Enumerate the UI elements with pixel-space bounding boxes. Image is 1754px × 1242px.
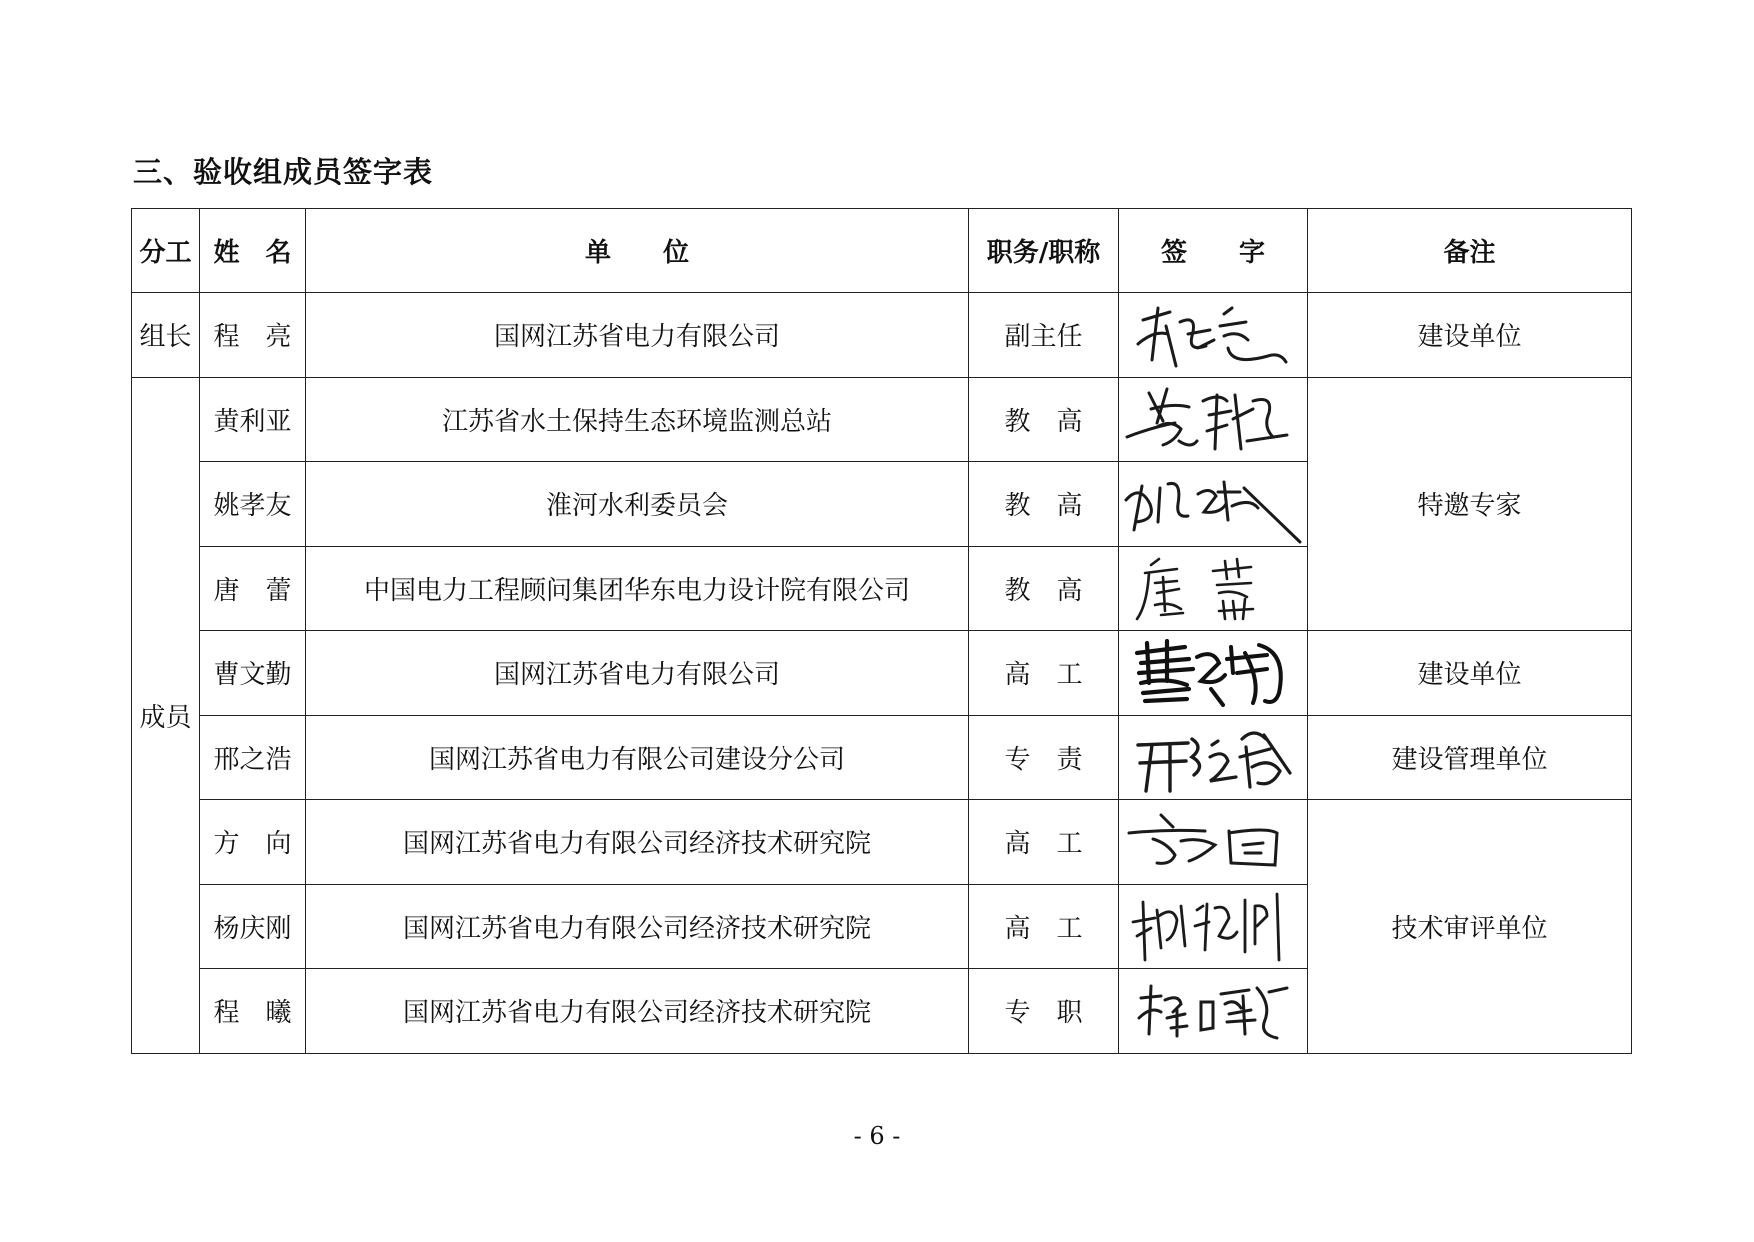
header-signature: 签 字 bbox=[1119, 209, 1308, 293]
member-unit: 国网江苏省电力有限公司建设分公司 bbox=[306, 715, 969, 800]
member-title: 专 责 bbox=[969, 715, 1119, 800]
member-title: 高 工 bbox=[969, 800, 1119, 885]
header-role: 分工 bbox=[132, 209, 200, 293]
remark-cell: 建设管理单位 bbox=[1308, 715, 1632, 800]
handwritten-signature bbox=[1128, 296, 1298, 374]
member-name: 方 向 bbox=[200, 800, 306, 885]
member-unit: 国网江苏省电力有限公司经济技术研究院 bbox=[306, 884, 969, 969]
table-row bbox=[132, 715, 1632, 800]
handwritten-signature bbox=[1130, 717, 1296, 797]
header-unit: 单 位 bbox=[306, 209, 969, 293]
handwritten-signature bbox=[1133, 549, 1293, 627]
member-title: 副主任 bbox=[969, 293, 1119, 378]
handwritten-signature bbox=[1127, 633, 1299, 713]
table-row bbox=[132, 800, 1632, 885]
member-name: 唐 蕾 bbox=[200, 546, 306, 631]
handwritten-signature bbox=[1120, 464, 1306, 544]
member-title: 教 高 bbox=[969, 546, 1119, 631]
member-unit: 江苏省水土保持生态环境监测总站 bbox=[306, 377, 969, 462]
header-title: 职务/职称 bbox=[969, 209, 1119, 293]
member-name: 程 曦 bbox=[200, 969, 306, 1054]
signature-cell bbox=[1119, 884, 1308, 969]
table-row bbox=[132, 293, 1632, 378]
member-unit: 国网江苏省电力有限公司 bbox=[306, 631, 969, 716]
remark-cell: 特邀专家 bbox=[1308, 377, 1632, 631]
member-unit: 中国电力工程顾问集团华东电力设计院有限公司 bbox=[306, 546, 969, 631]
member-unit: 国网江苏省电力有限公司 bbox=[306, 293, 969, 378]
signature-cell bbox=[1119, 462, 1308, 547]
member-name: 姚孝友 bbox=[200, 462, 306, 547]
page-number: - 6 - bbox=[853, 1122, 901, 1150]
member-name: 杨庆刚 bbox=[200, 884, 306, 969]
member-title: 高 工 bbox=[969, 631, 1119, 716]
role-cell-members: 成员 bbox=[132, 377, 200, 1053]
signature-cell bbox=[1119, 631, 1308, 716]
member-unit: 淮河水利委员会 bbox=[306, 462, 969, 547]
acceptance-team-signature-table bbox=[131, 208, 1632, 1054]
member-name: 程 亮 bbox=[200, 293, 306, 378]
member-unit: 国网江苏省电力有限公司经济技术研究院 bbox=[306, 800, 969, 885]
signature-cell bbox=[1119, 969, 1308, 1054]
remark-cell: 技术审评单位 bbox=[1308, 800, 1632, 1054]
member-unit: 国网江苏省电力有限公司经济技术研究院 bbox=[306, 969, 969, 1054]
member-name: 黄利亚 bbox=[200, 377, 306, 462]
role-cell-leader: 组长 bbox=[132, 293, 200, 378]
handwritten-signature bbox=[1131, 974, 1295, 1048]
member-title: 专 职 bbox=[969, 969, 1119, 1054]
member-name: 邢之浩 bbox=[200, 715, 306, 800]
header-name: 姓 名 bbox=[200, 209, 306, 293]
table-row bbox=[132, 377, 1632, 462]
table-header-row bbox=[132, 209, 1632, 293]
member-title: 教 高 bbox=[969, 377, 1119, 462]
remark-cell: 建设单位 bbox=[1308, 293, 1632, 378]
signature-cell bbox=[1119, 800, 1308, 885]
signature-cell bbox=[1119, 546, 1308, 631]
member-title: 教 高 bbox=[969, 462, 1119, 547]
signature-cell bbox=[1119, 715, 1308, 800]
signature-cell bbox=[1119, 293, 1308, 378]
member-name: 曹文勤 bbox=[200, 631, 306, 716]
table-row bbox=[132, 631, 1632, 716]
handwritten-signature bbox=[1127, 886, 1299, 966]
header-remark: 备注 bbox=[1308, 209, 1632, 293]
member-title: 高 工 bbox=[969, 884, 1119, 969]
signature-cell bbox=[1119, 377, 1308, 462]
handwritten-signature bbox=[1123, 379, 1303, 459]
remark-cell: 建设单位 bbox=[1308, 631, 1632, 716]
section-title: 三、验收组成员签字表 bbox=[133, 155, 434, 189]
handwritten-signature bbox=[1127, 807, 1299, 877]
